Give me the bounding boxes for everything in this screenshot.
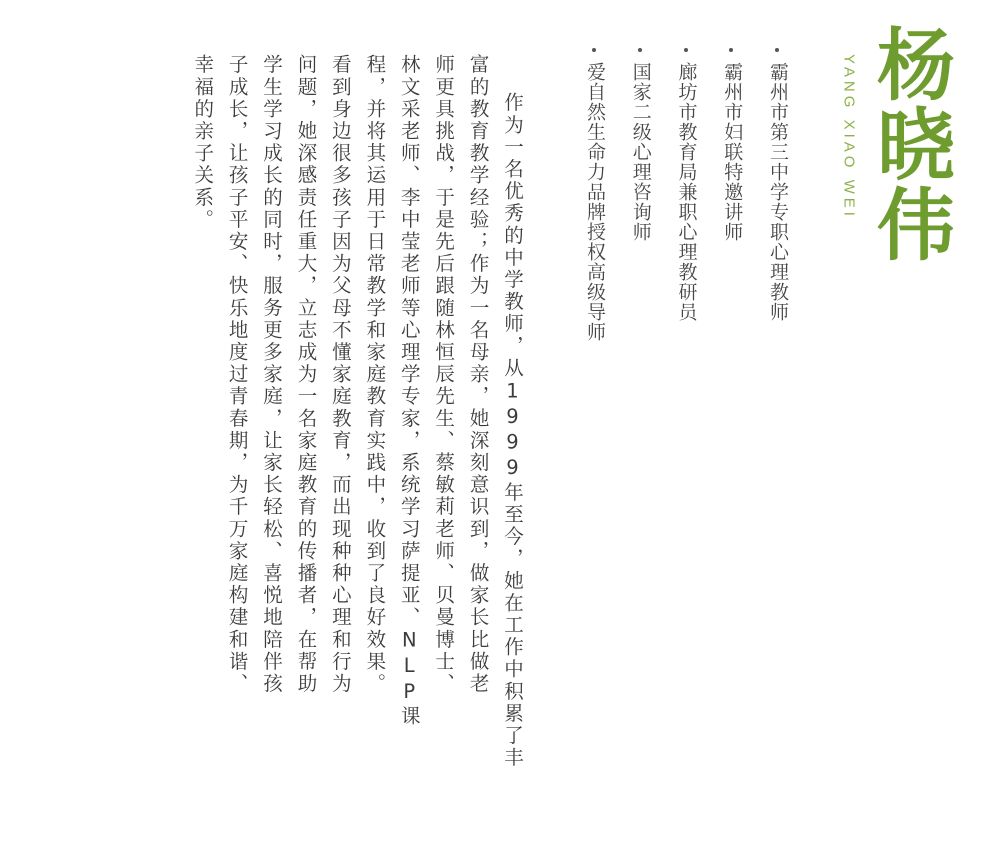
bio-column: 幸福的亲子关系。 <box>191 54 215 231</box>
credential-item <box>674 48 698 322</box>
bullet-dot-icon <box>729 48 733 52</box>
credential-text: 廊坊市教育局兼职心理教研员 <box>675 62 698 322</box>
name-block <box>840 24 955 264</box>
credential-text: 霸州市妇联特邀讲师 <box>721 62 744 242</box>
bullet-dot-icon <box>592 48 596 52</box>
bio-column: 林文采老师、李中莹老师等心理学专家，系统学习萨提亚、NLP课 <box>397 54 421 728</box>
bullet-dot-icon <box>684 48 688 52</box>
credential-item <box>720 48 744 242</box>
bio-column: 师更具挑战，于是先后跟随林恒辰先生、蔡敏莉老师、贝曼博士、 <box>432 54 456 695</box>
credential-text: 霸州市第三中学专职心理教师 <box>767 62 789 322</box>
biography-text <box>52 54 523 814</box>
bio-column: 子成长，让孩子平安、快乐地度过青春期，为千万家庭构建和谐、 <box>225 54 249 695</box>
bio-column: 富的教育教学经验；作为一名母亲，她深刻意识到，做家长比做老 <box>466 54 490 695</box>
bullet-dot-icon <box>775 48 779 52</box>
bio-column: 学生学习成长的同时，服务更多家庭，让家长轻松、喜悦地陪伴孩 <box>260 54 284 695</box>
name-english: YANG XIAO WEI <box>840 54 858 220</box>
bullet-dot-icon <box>638 48 642 52</box>
credentials-list <box>560 48 789 342</box>
credential-item <box>582 48 606 342</box>
credential-item <box>765 48 789 322</box>
bio-column: 作为一名优秀的中学教师，从1999年至今，她在工作中积累了丰 <box>501 92 524 769</box>
name-chinese: 杨晓伟 <box>864 24 955 264</box>
bio-column: 看到身边很多孩子因为父母不懂家庭教育，而出现种种心理和行为 <box>328 54 352 695</box>
bio-column: 程，并将其运用于日常教学和家庭教育实践中，收到了良好效果。 <box>363 54 387 695</box>
bio-column: 问题，她深感责任重大，立志成为一名家庭教育的传播者，在帮助 <box>294 54 318 695</box>
credential-item <box>628 48 652 242</box>
credential-text: 爱自然生命力品牌授权高级导师 <box>584 62 606 342</box>
credential-text: 国家二级心理咨询师 <box>629 62 652 242</box>
